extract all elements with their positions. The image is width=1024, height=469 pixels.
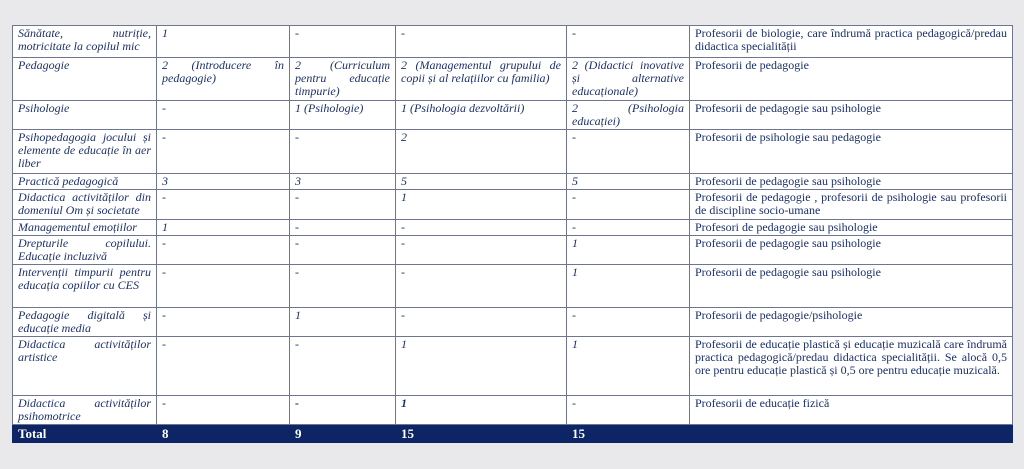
hours-cell: 2 bbox=[396, 130, 567, 174]
hours-cell: 2 (Didactici inovative și alternative educaționale) bbox=[567, 58, 690, 101]
hours-cell: - bbox=[290, 265, 396, 308]
table-row bbox=[13, 190, 1013, 220]
hours-cell: 1 bbox=[396, 396, 567, 425]
hours-cell: - bbox=[567, 308, 690, 337]
subject-cell: Pedagogie digitală și educație media bbox=[13, 308, 157, 337]
teachers-cell: Profesorii de pedagogie sau psihologie bbox=[690, 174, 1013, 190]
teachers-cell: Profesorii de biologie, care îndrumă practica pedagogică/predau didactica specialității bbox=[690, 26, 1013, 58]
hours-cell: - bbox=[567, 190, 690, 220]
total-cell: 15 bbox=[567, 425, 690, 443]
teachers-cell: Profesorii de pedagogie/psihologie bbox=[690, 308, 1013, 337]
teachers-cell: Profesorii de educație plastică și educație muzicală care îndrumă practica pedagogică/predau didactica specialității. Se alocă 0,5 ore pentru educație plastică și 0,5 ore pentru educație muzicală. bbox=[690, 337, 1013, 396]
hours-cell: 1 (Psihologie) bbox=[290, 101, 396, 130]
curriculum-table bbox=[12, 25, 1013, 443]
subject-cell: Managementul emoțiilor bbox=[13, 220, 157, 236]
table-row bbox=[13, 101, 1013, 130]
subject-cell: Intervenții timpurii pentru educația copiilor cu CES bbox=[13, 265, 157, 308]
hours-cell: 3 bbox=[290, 174, 396, 190]
teachers-cell: Profesorii de educație fizică bbox=[690, 396, 1013, 425]
table-row bbox=[13, 26, 1013, 58]
subject-cell: Psihopedagogia jocului și elemente de educație în aer liber bbox=[13, 130, 157, 174]
hours-cell: - bbox=[157, 308, 290, 337]
hours-cell: 1 bbox=[567, 236, 690, 265]
table-row bbox=[13, 58, 1013, 101]
hours-cell: - bbox=[396, 220, 567, 236]
table-row bbox=[13, 130, 1013, 174]
total-cell: 8 bbox=[157, 425, 290, 443]
hours-cell: - bbox=[157, 236, 290, 265]
hours-cell: 1 bbox=[567, 337, 690, 396]
hours-cell: - bbox=[157, 265, 290, 308]
subject-cell: Drepturile copilului. Educație incluzivă bbox=[13, 236, 157, 265]
hours-cell: 1 bbox=[157, 220, 290, 236]
teachers-cell: Profesorii de psihologie sau pedagogie bbox=[690, 130, 1013, 174]
hours-cell: 2 (Curriculum pentru educație timpurie) bbox=[290, 58, 396, 101]
hours-cell: 1 (Psihologia dezvoltării) bbox=[396, 101, 567, 130]
hours-cell: 5 bbox=[567, 174, 690, 190]
hours-cell: 1 bbox=[396, 337, 567, 396]
table-row bbox=[13, 396, 1013, 425]
hours-cell: - bbox=[157, 337, 290, 396]
table-row bbox=[13, 236, 1013, 265]
table-row bbox=[13, 308, 1013, 337]
hours-cell: 1 bbox=[290, 308, 396, 337]
hours-cell: - bbox=[567, 396, 690, 425]
subject-cell: Didactica activităților din domeniul Om și societate bbox=[13, 190, 157, 220]
hours-cell: - bbox=[157, 396, 290, 425]
hours-cell: - bbox=[567, 130, 690, 174]
hours-cell: - bbox=[396, 26, 567, 58]
hours-cell: 1 bbox=[157, 26, 290, 58]
total-empty-cell bbox=[690, 425, 1013, 443]
hours-cell: 5 bbox=[396, 174, 567, 190]
total-row bbox=[13, 425, 1013, 443]
hours-cell: - bbox=[290, 220, 396, 236]
total-label: Total bbox=[13, 425, 157, 443]
hours-cell: 2 (Introducere în pedagogie) bbox=[157, 58, 290, 101]
hours-cell: - bbox=[157, 190, 290, 220]
subject-cell: Practică pedagogică bbox=[13, 174, 157, 190]
table-row bbox=[13, 265, 1013, 308]
hours-cell: - bbox=[290, 130, 396, 174]
hours-cell: - bbox=[567, 220, 690, 236]
subject-cell: Didactica activităților artistice bbox=[13, 337, 157, 396]
hours-cell: - bbox=[157, 130, 290, 174]
hours-cell: - bbox=[290, 396, 396, 425]
table-row bbox=[13, 174, 1013, 190]
hours-cell: 1 bbox=[396, 190, 567, 220]
teachers-cell: Profesorii de pedagogie bbox=[690, 58, 1013, 101]
table-row bbox=[13, 337, 1013, 396]
teachers-cell: Profesorii de pedagogie sau psihologie bbox=[690, 101, 1013, 130]
hours-cell: - bbox=[396, 236, 567, 265]
total-cell: 15 bbox=[396, 425, 567, 443]
table-row bbox=[13, 220, 1013, 236]
hours-cell: - bbox=[290, 236, 396, 265]
hours-cell: - bbox=[567, 26, 690, 58]
hours-cell: 2 (Psihologia educației) bbox=[567, 101, 690, 130]
hours-cell: - bbox=[396, 308, 567, 337]
teachers-cell: Profesori de pedagogie sau psihologie bbox=[690, 220, 1013, 236]
hours-cell: - bbox=[290, 26, 396, 58]
hours-cell: - bbox=[290, 337, 396, 396]
hours-cell: 2 (Managementul grupului de copii și al relațiilor cu familia) bbox=[396, 58, 567, 101]
teachers-cell: Profesorii de pedagogie sau psihologie bbox=[690, 265, 1013, 308]
teachers-cell: Profesorii de pedagogie sau psihologie bbox=[690, 236, 1013, 265]
hours-cell: - bbox=[290, 190, 396, 220]
subject-cell: Didactica activităților psihomotrice bbox=[13, 396, 157, 425]
hours-cell: - bbox=[396, 265, 567, 308]
hours-cell: 1 bbox=[567, 265, 690, 308]
teachers-cell: Profesorii de pedagogie , profesorii de psihologie sau profesorii de discipline socio-umane bbox=[690, 190, 1013, 220]
hours-cell: 3 bbox=[157, 174, 290, 190]
subject-cell: Psihologie bbox=[13, 101, 157, 130]
hours-cell: - bbox=[157, 101, 290, 130]
subject-cell: Sănătate, nutriție, motricitate la copilul mic bbox=[13, 26, 157, 58]
total-cell: 9 bbox=[290, 425, 396, 443]
subject-cell: Pedagogie bbox=[13, 58, 157, 101]
